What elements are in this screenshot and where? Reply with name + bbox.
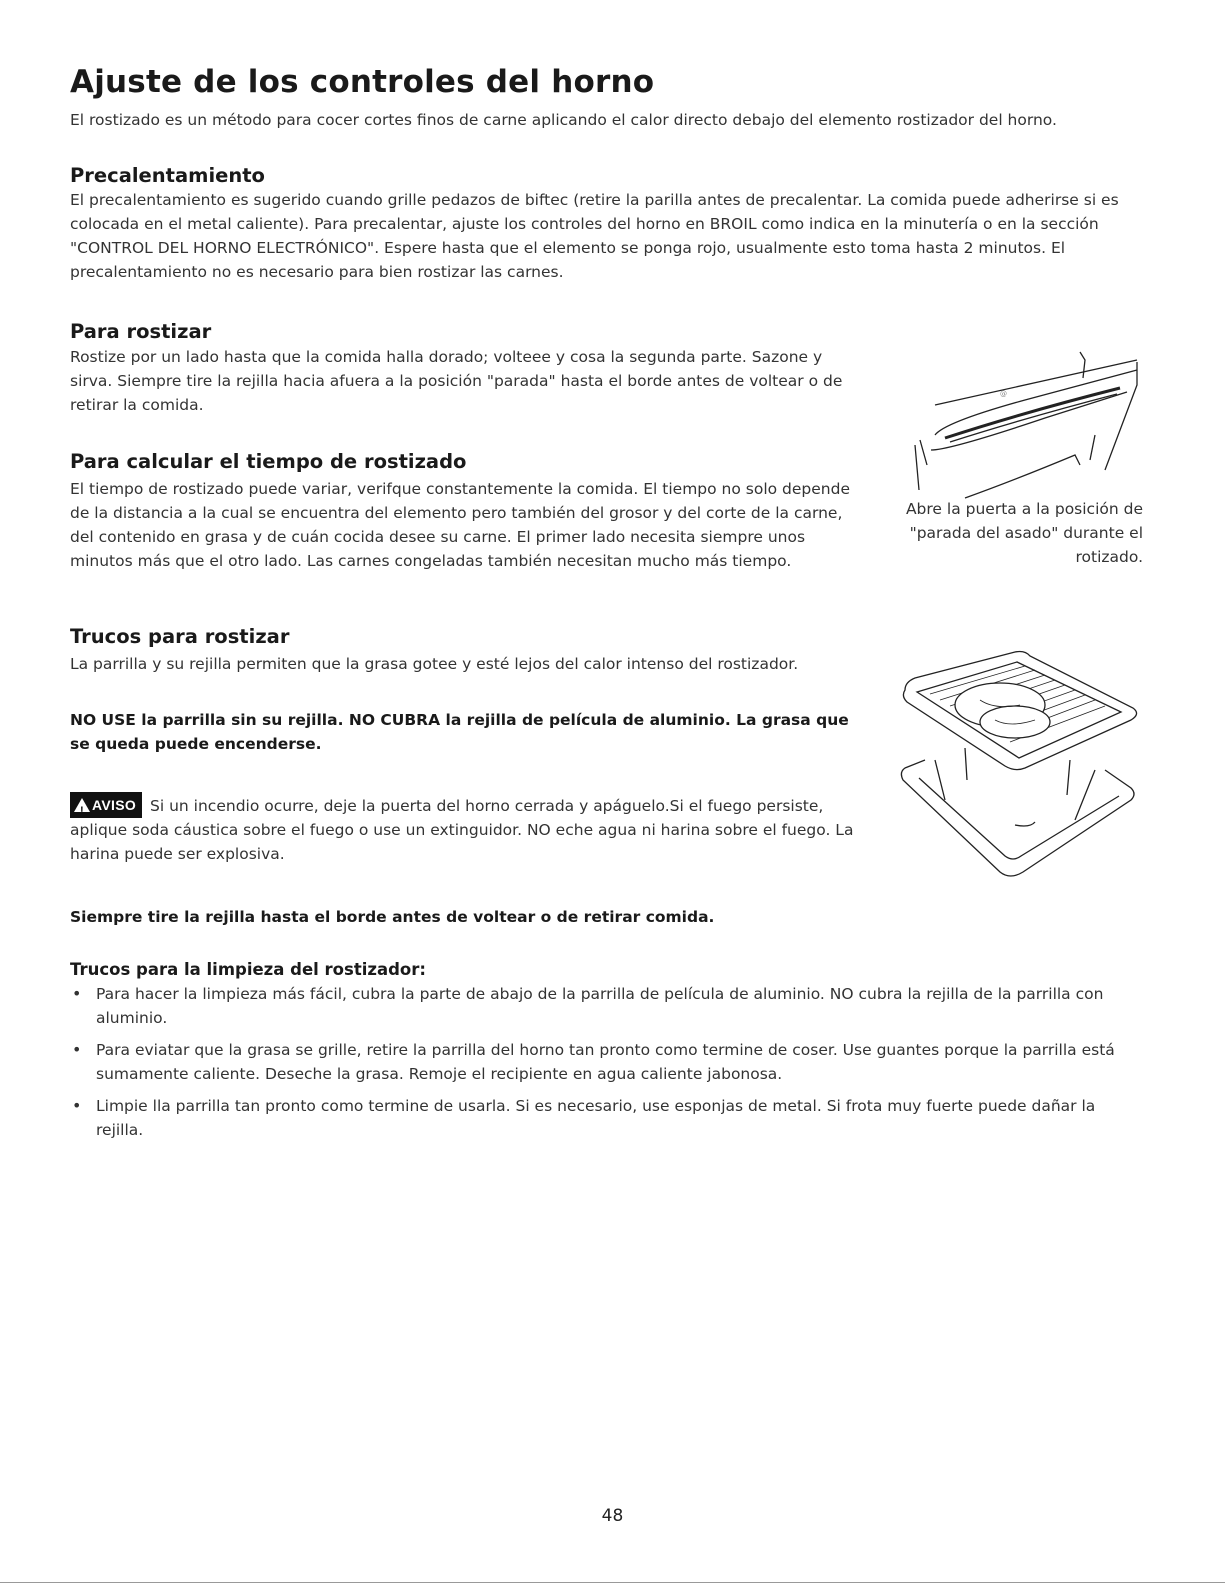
broiler-pan-illustration [895,650,1145,894]
cleaning-heading: Trucos para la limpieza del rostizador: [70,960,427,979]
broiler-pan-and-grid-icon [895,650,1145,890]
door-caption: Abre la puerta a la posición de "parada del asado" durante el rotizado. [905,500,1143,566]
always-pull-note: Siempre tire la rejilla hasta el borde antes de voltear o de retirar comida. [70,908,715,926]
cleaning-list [70,982,1130,1150]
broil-heading: Para rostizar [70,320,212,343]
timing-heading: Para calcular el tiempo de rostizado [70,450,467,473]
aviso-paragraph [70,792,870,866]
intro-text: El rostizado es un método para cocer cortes finos de carne aplicando el calor directo debajo del elemento rostizador del horno. [70,111,1057,129]
oven-door-illustration [905,340,1145,504]
broil-text: Rostize por un lado hasta que la comida halla dorado; volteee y cosa la segunda parte. Sazone y sirva. Siempre tire la rejilla hacia afuera a la posición "parada" hasta el borde antes de voltear o de retirar la comida. [70,348,843,414]
aviso-text: Si un incendio ocurre, deje la puerta del horno cerrada y apáguelo.Si el fuego persiste, aplique soda cáustica sobre el fuego o use un extinguidor. NO eche agua ni harina sobre el fuego. La harina puede ser explosiva. [70,797,854,863]
preheat-heading: Precalentamiento [70,164,265,187]
list-item: • Para hacer la limpieza más fácil, cubra la parte de abajo de la parrilla de película de aluminio. NO cubra la rejilla de la parrilla con aluminio. [70,982,1130,1030]
svg-text:@: @ [1000,390,1007,398]
list-item: • Para eviatar que la grasa se grille, retire la parrilla del horno tan pronto como termine de coser. Use guantes porque la parrilla está sumamente caliente. Deseche la grasa. Remoje el recipiente en agua caliente jabonosa. [70,1038,1130,1086]
page-number: 48 [601,1506,624,1526]
oven-door-broil-stop-icon [905,340,1145,500]
tips-heading: Trucos para rostizar [70,625,290,648]
aviso-badge: ! AVISO [70,792,142,818]
page-title: Ajuste de los controles del horno [70,64,655,100]
timing-text: El tiempo de rostizado puede variar, verifque constantemente la comida. El tiempo no solo depende de la distancia a la cual se encuentra del elemento pero también del grosor y del corte de la carne, del contenido en grasa y de cuán cocida desee su carne. El primer lado necesita siempre unos minutos más que el otro lado. Las carnes congeladas también necesitan mucho más tiempo. [70,480,851,570]
preheat-text: El precalentamiento es sugerido cuando grille pedazos de biftec (retire la parilla antes de precalentar. La comida puede adherirse si es colocada en el metal caliente). Para precalentar, ajuste los controles del horno en BROIL como indica en la minutería o en la sección "CONTROL DEL HORNO ELECTRÓNICO". Espere hasta que el elemento se ponga rojo, usualmente esto toma hasta 2 minutos. El precalentamiento no es necesario para bien rostizar las carnes. [70,191,1119,281]
list-item: • Limpie lla parrilla tan pronto como termine de usarla. Si es necesario, use esponjas de metal. Si frota muy fuerte puede dañar la rejilla. [70,1094,1130,1142]
warning-triangle-icon: ! [74,798,90,812]
bottom-rule [0,1582,1225,1583]
tips-text: La parrilla y su rejilla permiten que la grasa gotee y esté lejos del calor intenso del rostizador. [70,655,799,673]
no-use-warning: NO USE la parrilla sin su rejilla. NO CUBRA la rejilla de película de aluminio. La grasa que se queda puede encenderse. [70,711,849,753]
